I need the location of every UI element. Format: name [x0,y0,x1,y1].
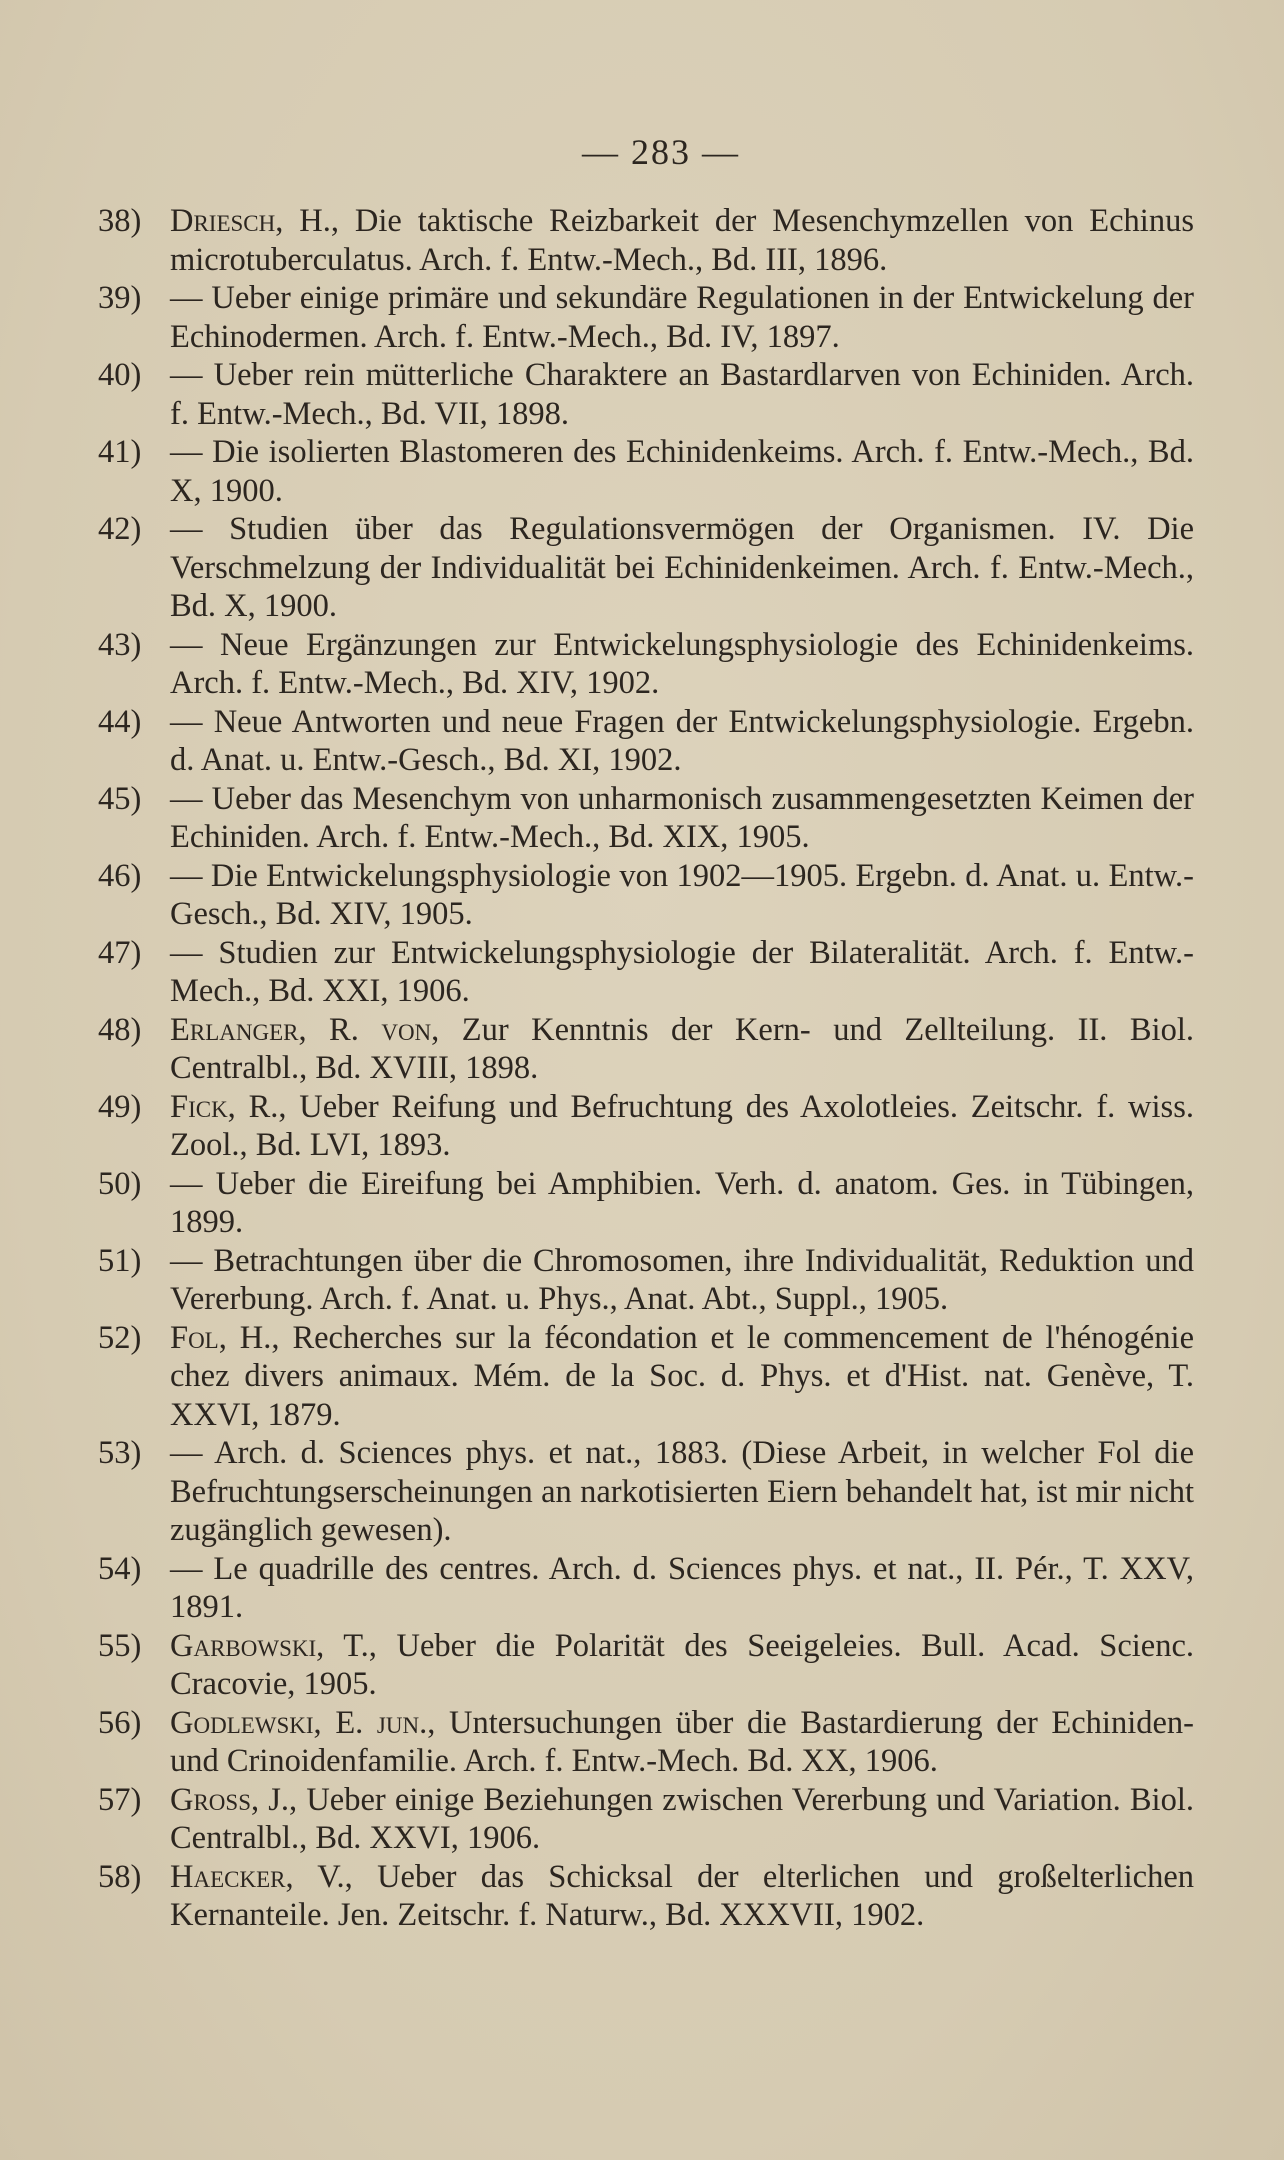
reference-text: Ueber Reifung und Befruchtung des Axolotleies. Zeitschr. f. wiss. Zool., Bd. LVI, 1893. [170,1088,1194,1163]
reference-entry [98,356,1194,433]
reference-number: 53) [98,1435,142,1471]
reference-number: 45) [98,780,142,817]
reference-author: Godlewski, E. jun., [170,1704,436,1741]
reference-number: 42) [98,511,142,547]
reference-text: — Ueber das Mesenchym von unharmonisch zusammengesetzten Keimen der Echiniden. Arch. f. Entw.-Mech., Bd. XIX, 1905. [170,780,1194,855]
reference-entry [98,1011,1194,1088]
reference-text: Die taktische Reizbarkeit der Mesenchymzellen von Echinus microtuberculatus. Arch. f. Entw.-Mech., Bd. III, 1896. [170,203,1194,278]
reference-text: Untersuchungen über die Bastardierung der Echiniden- und Crinoidenfamilie. Arch. f. Entw.-Mech. Bd. XX, 1906. [170,1704,1194,1779]
reference-entry [98,510,1194,626]
reference-list [98,202,1194,1935]
reference-entry [98,1704,1194,1781]
reference-text: — Arch. d. Sciences phys. et nat., 1883. (Diese Arbeit, in welcher Fol die Befruchtungserscheinungen an narkotisierten Eiern behandelt hat, ist mir nicht zugänglich gewesen). [170,1435,1194,1548]
reference-entry [98,1858,1194,1935]
reference-entry [98,934,1194,1011]
reference-text: — Studien zur Entwickelungsphysiologie der Bilateralität. Arch. f. Entw.-Mech., Bd. XXI, 1906. [170,934,1194,1009]
reference-text: Zur Kenntnis der Kern- und Zellteilung. II. Biol. Centralbl., Bd. XVIII, 1898. [170,1011,1194,1086]
reference-text: — Neue Ergänzungen zur Entwickelungsphysiologie des Echinidenkeims. Arch. f. Entw.-Mech., Bd. XIV, 1902. [170,626,1194,701]
reference-text: — Ueber einige primäre und sekundäre Regulationen in der Entwickelung der Echinodermen. Arch. f. Entw.-Mech., Bd. IV, 1897. [170,280,1194,355]
reference-text: — Ueber rein mütterliche Charaktere an Bastardlarven von Echiniden. Arch. f. Entw.-Mech., Bd. VII, 1898. [170,357,1194,432]
page-number: — 283 — [582,132,740,172]
reference-text: Recherches sur la fécondation et le commencement de l'hénogénie chez divers animaux. Mém. de la Soc. d. Phys. et d'Hist. nat. Genève, T. XXVI, 1879. [170,1319,1194,1433]
reference-number: 44) [98,703,142,740]
reference-text: Ueber einige Beziehungen zwischen Vererbung und Variation. Biol. Centralbl., Bd. XXVI, 1906. [170,1781,1194,1856]
reference-text: — Studien über das Regulationsvermögen der Organismen. IV. Die Verschmelzung der Individualität bei Echinidenkeimen. Arch. f. Entw.-Mech., Bd. X, 1900. [170,511,1194,624]
reference-number: 48) [98,1011,142,1048]
reference-author: Garbowski, T., [170,1627,377,1664]
reference-text: — Neue Antworten und neue Fragen der Entwickelungsphysiologie. Ergebn. d. Anat. u. Entw.-Gesch., Bd. XI, 1902. [170,703,1194,778]
reference-entry [98,1165,1194,1242]
reference-author: Driesch, H., [170,203,340,239]
reference-number: 51) [98,1242,142,1279]
reference-entry [98,1627,1194,1704]
reference-text: Ueber das Schicksal der elterlichen und großelterlichen Kernanteile. Jen. Zeitschr. f. Naturw., Bd. XXXVII, 1902. [170,1858,1194,1933]
reference-entry [98,202,1194,279]
reference-author: Fol, H., [170,1319,280,1356]
reference-number: 38) [98,203,142,239]
reference-entry [98,1088,1194,1165]
reference-number: 47) [98,934,142,971]
reference-entry [98,857,1194,934]
reference-number: 57) [98,1781,142,1818]
reference-number: 56) [98,1704,142,1741]
reference-number: 50) [98,1165,142,1202]
reference-number: 39) [98,280,142,316]
reference-entry [98,433,1194,510]
reference-entry [98,1781,1194,1858]
reference-author: Gross, J., [170,1781,298,1818]
reference-text: — Betrachtungen über die Chromosomen, ihre Individualität, Reduktion und Vererbung. Arch. f. Anat. u. Phys., Anat. Abt., Suppl., 1905. [170,1242,1194,1317]
reference-number: 52) [98,1319,142,1356]
reference-number: 54) [98,1550,142,1587]
reference-entry [98,1242,1194,1319]
reference-text: — Die isolierten Blastomeren des Echinidenkeims. Arch. f. Entw.-Mech., Bd. X, 1900. [170,434,1194,509]
reference-author: Fick, R., [170,1088,287,1125]
reference-entry [98,626,1194,703]
reference-text: — Ueber die Eireifung bei Amphibien. Verh. d. anatom. Ges. in Tübingen, 1899. [170,1165,1194,1240]
reference-number: 49) [98,1088,142,1125]
reference-entry [98,780,1194,857]
reference-number: 43) [98,626,142,663]
reference-number: 40) [98,357,142,393]
reference-entry [98,279,1194,356]
reference-number: 58) [98,1858,142,1895]
reference-text: — Le quadrille des centres. Arch. d. Sciences phys. et nat., II. Pér., T. XXV, 1891. [170,1550,1194,1625]
reference-number: 46) [98,857,142,894]
reference-entry [98,703,1194,780]
reference-author: Haecker, V., [170,1858,353,1895]
reference-author: Erlanger, R. von, [170,1011,440,1048]
reference-text: — Die Entwickelungsphysiologie von 1902—1905. Ergebn. d. Anat. u. Entw.-Gesch., Bd. XIV, 1905. [170,857,1194,932]
reference-entry [98,1319,1194,1435]
reference-number: 55) [98,1627,142,1664]
reference-entry [98,1434,1194,1550]
reference-number: 41) [98,434,142,470]
reference-text: Ueber die Polarität des Seeigeleies. Bull. Acad. Scienc. Cracovie, 1905. [170,1627,1194,1702]
reference-entry [98,1550,1194,1627]
